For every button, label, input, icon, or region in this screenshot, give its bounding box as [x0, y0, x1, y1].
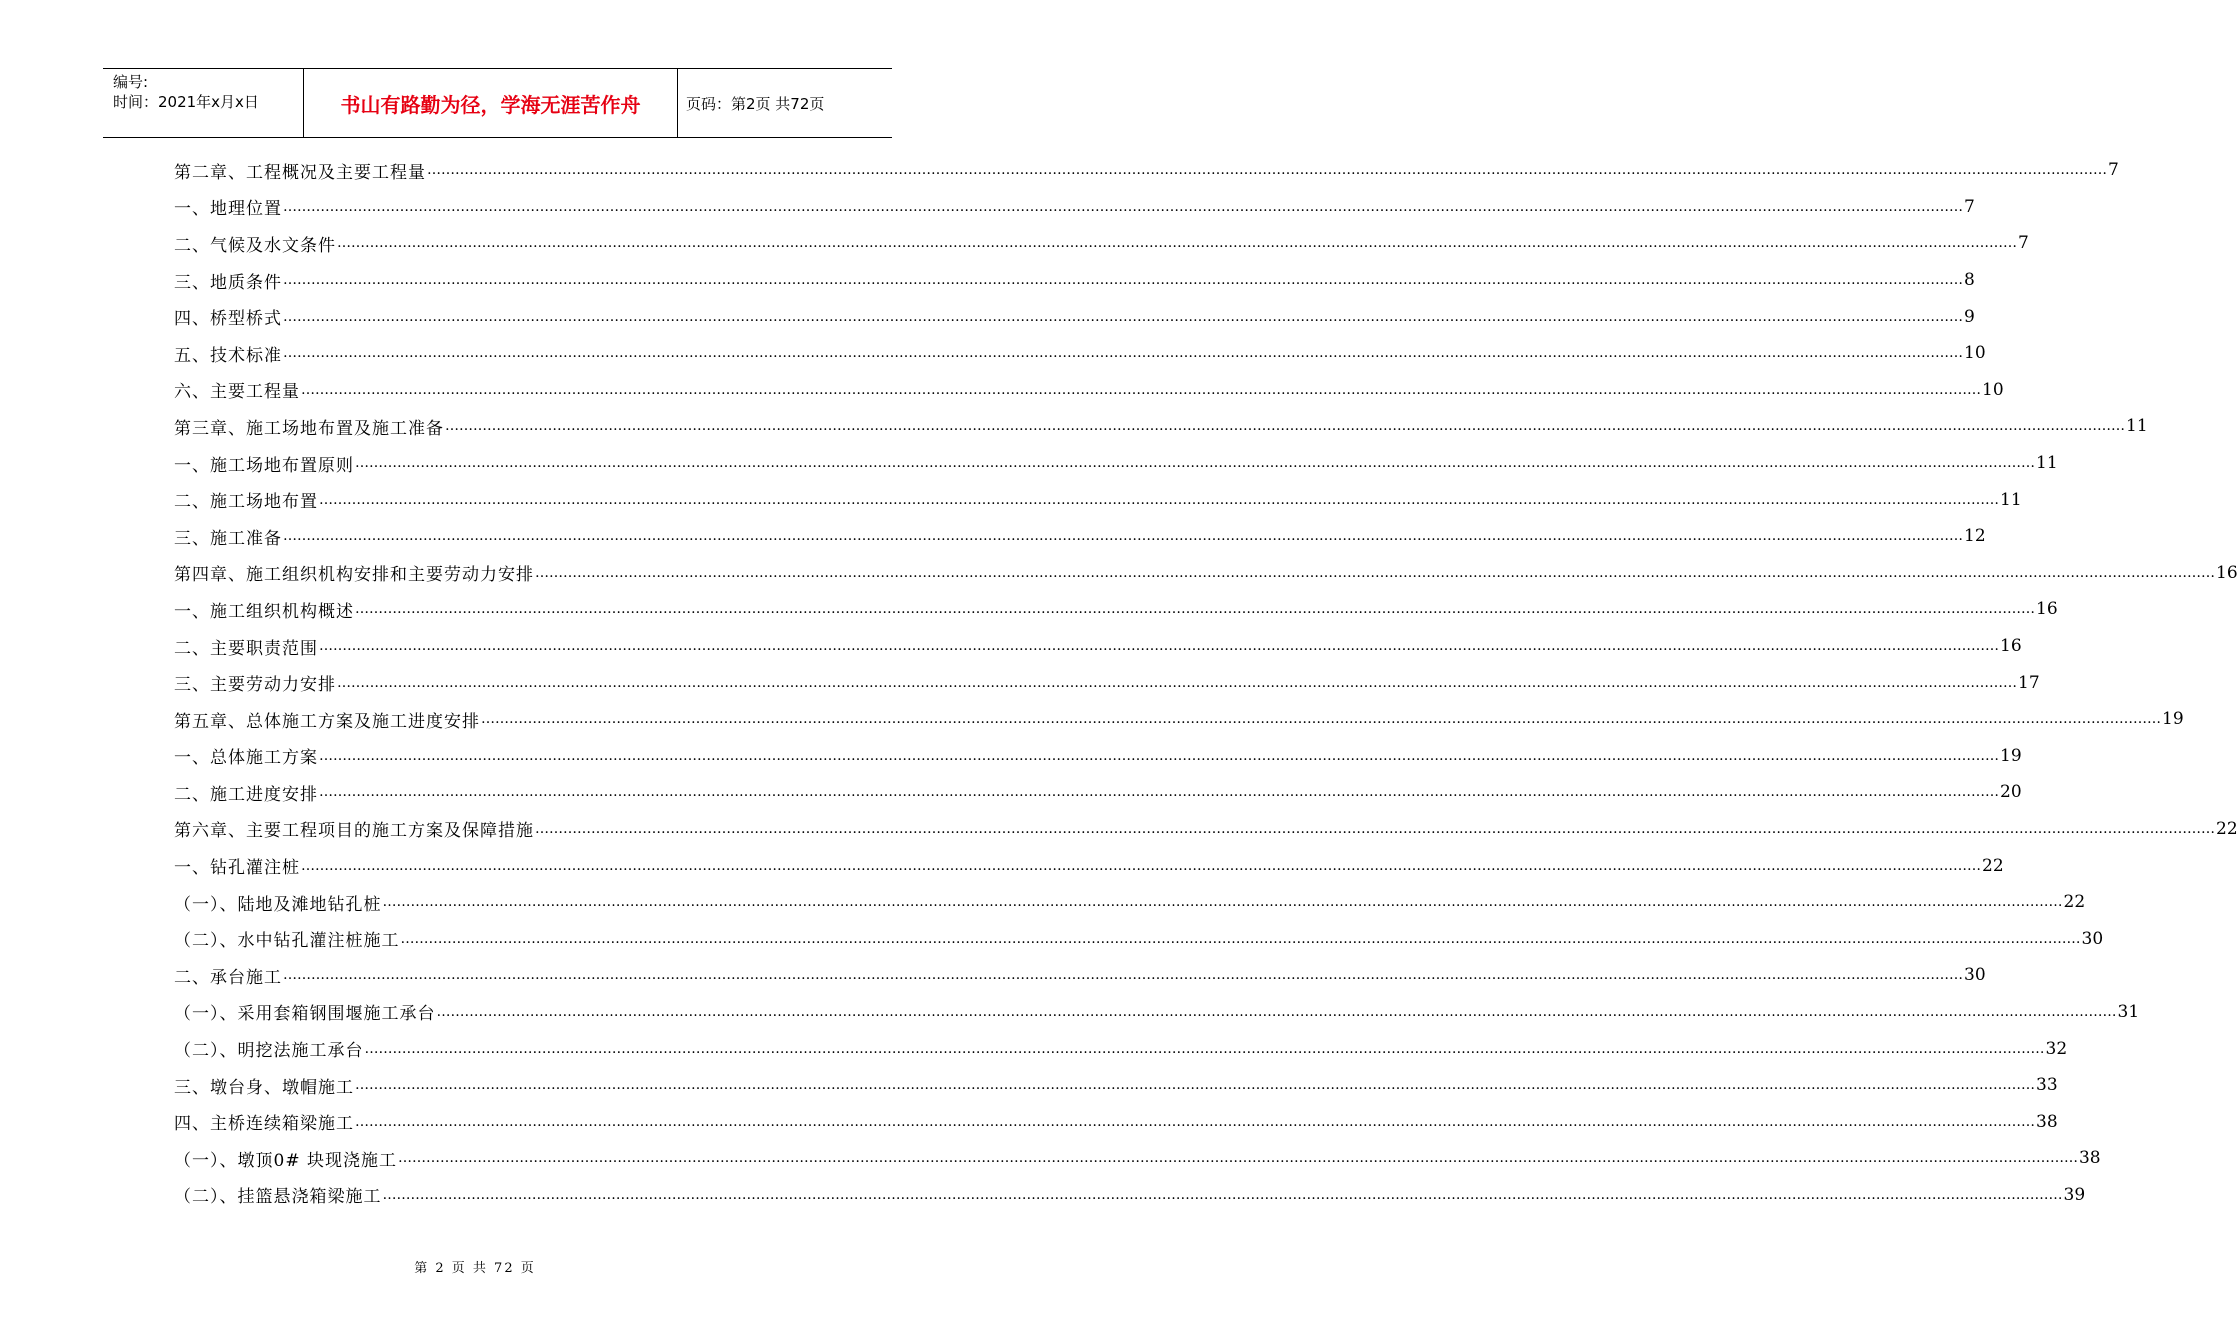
toc-entry-page: 22: [2063, 892, 2086, 913]
toc-leader-dots: ………………………………………………………………………………………………………………………………………………………………………………………………………………………………………………………………………………………………………………………………: [283, 272, 1963, 289]
toc-entry-title: 第六章、主要工程项目的施工方案及保障措施: [174, 816, 534, 841]
toc-entry-page: 39: [2063, 1184, 2086, 1205]
toc-leader-dots: ………………………………………………………………………………………………………………………………………………………………………………………………………………………………………………………………………………………………………………………………: [397, 1150, 2078, 1167]
toc-entry-title: 第五章、总体施工方案及施工进度安排: [174, 707, 480, 732]
toc-leader-dots: ………………………………………………………………………………………………………………………………………………………………………………………………………………………………………………………………………………………………………………………………: [355, 455, 2035, 472]
header-page-label: 页码：第2页 共72页: [686, 94, 825, 113]
toc-entry[interactable]: [174, 994, 2140, 1031]
code-label: 编号:: [113, 73, 149, 91]
toc-entry-page: 32: [2045, 1038, 2068, 1059]
toc-leader-dots: ………………………………………………………………………………………………………………………………………………………………………………………………………………………………………………………………………………………………………………………………: [283, 345, 1963, 362]
toc-entry[interactable]: [174, 189, 1975, 226]
toc-entry-title: （一）、采用套箱钢围堰施工承台: [174, 999, 436, 1024]
toc-entry[interactable]: [174, 1030, 2068, 1067]
toc-leader-dots: ………………………………………………………………………………………………………………………………………………………………………………………………………………………………………………………………………………………………………………………………: [319, 638, 1999, 655]
toc-entry-page: 7: [1964, 196, 1975, 217]
toc-entry[interactable]: [174, 701, 2184, 738]
toc-entry-page: 7: [2018, 233, 2029, 254]
toc-leader-dots: ………………………………………………………………………………………………………………………………………………………………………………………………………………………………………………………………………………………………………………………………: [400, 930, 2081, 947]
toc-entry-title: 一、地理位置: [174, 194, 282, 219]
toc-entry[interactable]: [174, 774, 2022, 811]
toc-entry-page: 11: [2126, 416, 2148, 437]
toc-entry-page: 19: [2162, 709, 2184, 730]
toc-leader-dots: ………………………………………………………………………………………………………………………………………………………………………………………………………………………………………………………………………………………………………………………………: [436, 1003, 2117, 1020]
toc-leader-dots: ………………………………………………………………………………………………………………………………………………………………………………………………………………………………………………………………………………………………………………………………: [283, 528, 1963, 545]
toc-entry[interactable]: [174, 445, 2058, 482]
toc-leader-dots: ………………………………………………………………………………………………………………………………………………………………………………………………………………………………………………………………………………………………………………………………: [319, 491, 1999, 508]
page-footer: 第 2 页 共 72 页: [414, 1261, 536, 1276]
page-header: [103, 68, 892, 138]
toc-leader-dots: ………………………………………………………………………………………………………………………………………………………………………………………………………………………………………………………………………………………………………………………………: [445, 418, 2125, 435]
toc-entry-page: 31: [2117, 1001, 2140, 1022]
toc-entry[interactable]: [174, 847, 2004, 884]
toc-entry[interactable]: [174, 1103, 2058, 1140]
toc-entry[interactable]: [174, 920, 2104, 957]
toc-entry-page: 16: [2000, 636, 2022, 657]
toc-leader-dots: ………………………………………………………………………………………………………………………………………………………………………………………………………………………………………………………………………………………………………………………………: [337, 674, 2017, 691]
toc-entry-title: 一、施工场地布置原则: [174, 451, 354, 476]
header-meta: [103, 69, 304, 137]
toc-entry[interactable]: [174, 811, 2238, 848]
toc-entry[interactable]: [174, 298, 1975, 335]
header-motto: 书山有路勤为径，学海无涯苦作舟: [304, 69, 678, 137]
toc-leader-dots: ………………………………………………………………………………………………………………………………………………………………………………………………………………………………………………………………………………………………………………………………: [535, 564, 2215, 581]
toc-entry-title: 二、承台施工: [174, 963, 282, 988]
toc-entry[interactable]: [174, 591, 2058, 628]
toc-leader-dots: ………………………………………………………………………………………………………………………………………………………………………………………………………………………………………………………………………………………………………………………………: [319, 784, 1999, 801]
toc-leader-dots: ………………………………………………………………………………………………………………………………………………………………………………………………………………………………………………………………………………………………………………………………: [337, 235, 2017, 252]
toc-leader-dots: ………………………………………………………………………………………………………………………………………………………………………………………………………………………………………………………………………………………………………………………………: [382, 1186, 2063, 1203]
toc-entry-title: （二）、挂篮悬浇箱梁施工: [174, 1182, 382, 1207]
toc-entry[interactable]: [174, 225, 2029, 262]
toc-entry-title: 二、施工进度安排: [174, 780, 318, 805]
toc-entry-title: （二）、明挖法施工承台: [174, 1036, 364, 1061]
toc-entry-page: 11: [2000, 489, 2022, 510]
toc-entry-page: 9: [1964, 306, 1975, 327]
toc-entry-page: 12: [1964, 526, 1986, 547]
toc-entry-page: 20: [2000, 782, 2022, 803]
toc-leader-dots: ………………………………………………………………………………………………………………………………………………………………………………………………………………………………………………………………………………………………………………………………: [481, 711, 2161, 728]
toc-entry[interactable]: [174, 884, 2086, 921]
toc-entry-title: 二、主要职责范围: [174, 634, 318, 659]
toc-entry-page: 38: [2078, 1148, 2101, 1169]
toc-entry-title: 三、主要劳动力安排: [174, 670, 336, 695]
toc-entry[interactable]: [174, 1140, 2101, 1177]
toc-leader-dots: ………………………………………………………………………………………………………………………………………………………………………………………………………………………………………………………………………………………………………………………………: [283, 308, 1963, 325]
toc-leader-dots: ………………………………………………………………………………………………………………………………………………………………………………………………………………………………………………………………………………………………………………………………: [382, 894, 2063, 911]
toc-entry-page: 30: [1964, 965, 1986, 986]
toc-entry-page: 16: [2216, 562, 2238, 583]
toc-entry-title: 第三章、施工场地布置及施工准备: [174, 414, 444, 439]
toc-leader-dots: ………………………………………………………………………………………………………………………………………………………………………………………………………………………………………………………………………………………………………………………………: [319, 747, 1999, 764]
toc-entry-title: 六、主要工程量: [174, 377, 300, 402]
toc-leader-dots: ………………………………………………………………………………………………………………………………………………………………………………………………………………………………………………………………………………………………………………………………: [301, 857, 1981, 874]
toc-entry-page: 22: [2216, 818, 2238, 839]
toc-entry[interactable]: [174, 957, 1986, 994]
toc-entry-title: （二）、水中钻孔灌注桩施工: [174, 926, 400, 951]
toc-leader-dots: ………………………………………………………………………………………………………………………………………………………………………………………………………………………………………………………………………………………………………………………………: [355, 601, 2035, 618]
toc-leader-dots: ………………………………………………………………………………………………………………………………………………………………………………………………………………………………………………………………………………………………………………………………: [355, 1077, 2035, 1094]
toc-leader-dots: ………………………………………………………………………………………………………………………………………………………………………………………………………………………………………………………………………………………………………………………………: [535, 820, 2215, 837]
toc-leader-dots: ………………………………………………………………………………………………………………………………………………………………………………………………………………………………………………………………………………………………………………………………: [355, 1113, 2035, 1130]
toc-entry-title: 第四章、施工组织机构安排和主要劳动力安排: [174, 560, 534, 585]
toc-entry[interactable]: [174, 1067, 2058, 1104]
toc-entry[interactable]: [174, 262, 1975, 299]
toc-entry-page: 10: [1964, 343, 1986, 364]
toc-entry[interactable]: [174, 481, 2022, 518]
toc-entry-title: 二、气候及水文条件: [174, 231, 336, 256]
toc-leader-dots: ………………………………………………………………………………………………………………………………………………………………………………………………………………………………………………………………………………………………………………………………: [301, 381, 1981, 398]
toc-entry-title: 二、施工场地布置: [174, 487, 318, 512]
table-of-contents: [174, 152, 2238, 1213]
toc-entry[interactable]: [174, 372, 2004, 409]
toc-entry-title: 三、施工准备: [174, 524, 282, 549]
toc-entry-title: 一、施工组织机构概述: [174, 597, 354, 622]
toc-entry-page: 30: [2081, 928, 2104, 949]
toc-entry-title: 一、钻孔灌注桩: [174, 853, 300, 878]
toc-entry[interactable]: [174, 1177, 2086, 1214]
toc-entry-page: 33: [2036, 1075, 2058, 1096]
toc-entry-page: 19: [2000, 745, 2022, 766]
toc-entry[interactable]: [174, 664, 2040, 701]
toc-leader-dots: ………………………………………………………………………………………………………………………………………………………………………………………………………………………………………………………………………………………………………………………………: [283, 967, 1963, 984]
toc-entry-page: 38: [2036, 1111, 2058, 1132]
toc-entry-page: 10: [1982, 379, 2004, 400]
toc-entry-title: 三、墩台身、墩帽施工: [174, 1073, 354, 1098]
toc-entry-page: 17: [2018, 672, 2040, 693]
toc-entry-page: 16: [2036, 599, 2058, 620]
toc-entry-title: 四、桥型桥式: [174, 304, 282, 329]
toc-entry-title: 五、技术标准: [174, 341, 282, 366]
toc-entry[interactable]: [174, 518, 1986, 555]
toc-leader-dots: ………………………………………………………………………………………………………………………………………………………………………………………………………………………………………………………………………………………………………………………………: [427, 162, 2107, 179]
toc-entry-title: （一）、墩顶0# 块现浇施工: [174, 1146, 397, 1171]
toc-entry-title: 三、地质条件: [174, 268, 282, 293]
toc-entry-title: 一、总体施工方案: [174, 743, 318, 768]
toc-entry-page: 11: [2036, 453, 2058, 474]
toc-entry[interactable]: [174, 555, 2238, 592]
toc-entry[interactable]: [174, 738, 2022, 775]
toc-entry[interactable]: [174, 408, 2148, 445]
toc-entry-title: （一）、陆地及滩地钻孔桩: [174, 890, 382, 915]
toc-leader-dots: ………………………………………………………………………………………………………………………………………………………………………………………………………………………………………………………………………………………………………………………………: [283, 198, 1963, 215]
toc-entry-title: 第二章、工程概况及主要工程量: [174, 158, 426, 183]
toc-entry[interactable]: [174, 335, 1986, 372]
toc-entry[interactable]: [174, 628, 2022, 665]
toc-entry-page: 7: [2108, 160, 2119, 181]
toc-entry-page: 22: [1982, 855, 2004, 876]
toc-entry[interactable]: [174, 152, 2119, 189]
toc-entry-title: 四、主桥连续箱梁施工: [174, 1109, 354, 1134]
toc-entry-page: 8: [1964, 270, 1975, 291]
toc-leader-dots: ………………………………………………………………………………………………………………………………………………………………………………………………………………………………………………………………………………………………………………………………: [364, 1040, 2045, 1057]
time-label: 时间：2021年x月x日: [113, 93, 259, 111]
